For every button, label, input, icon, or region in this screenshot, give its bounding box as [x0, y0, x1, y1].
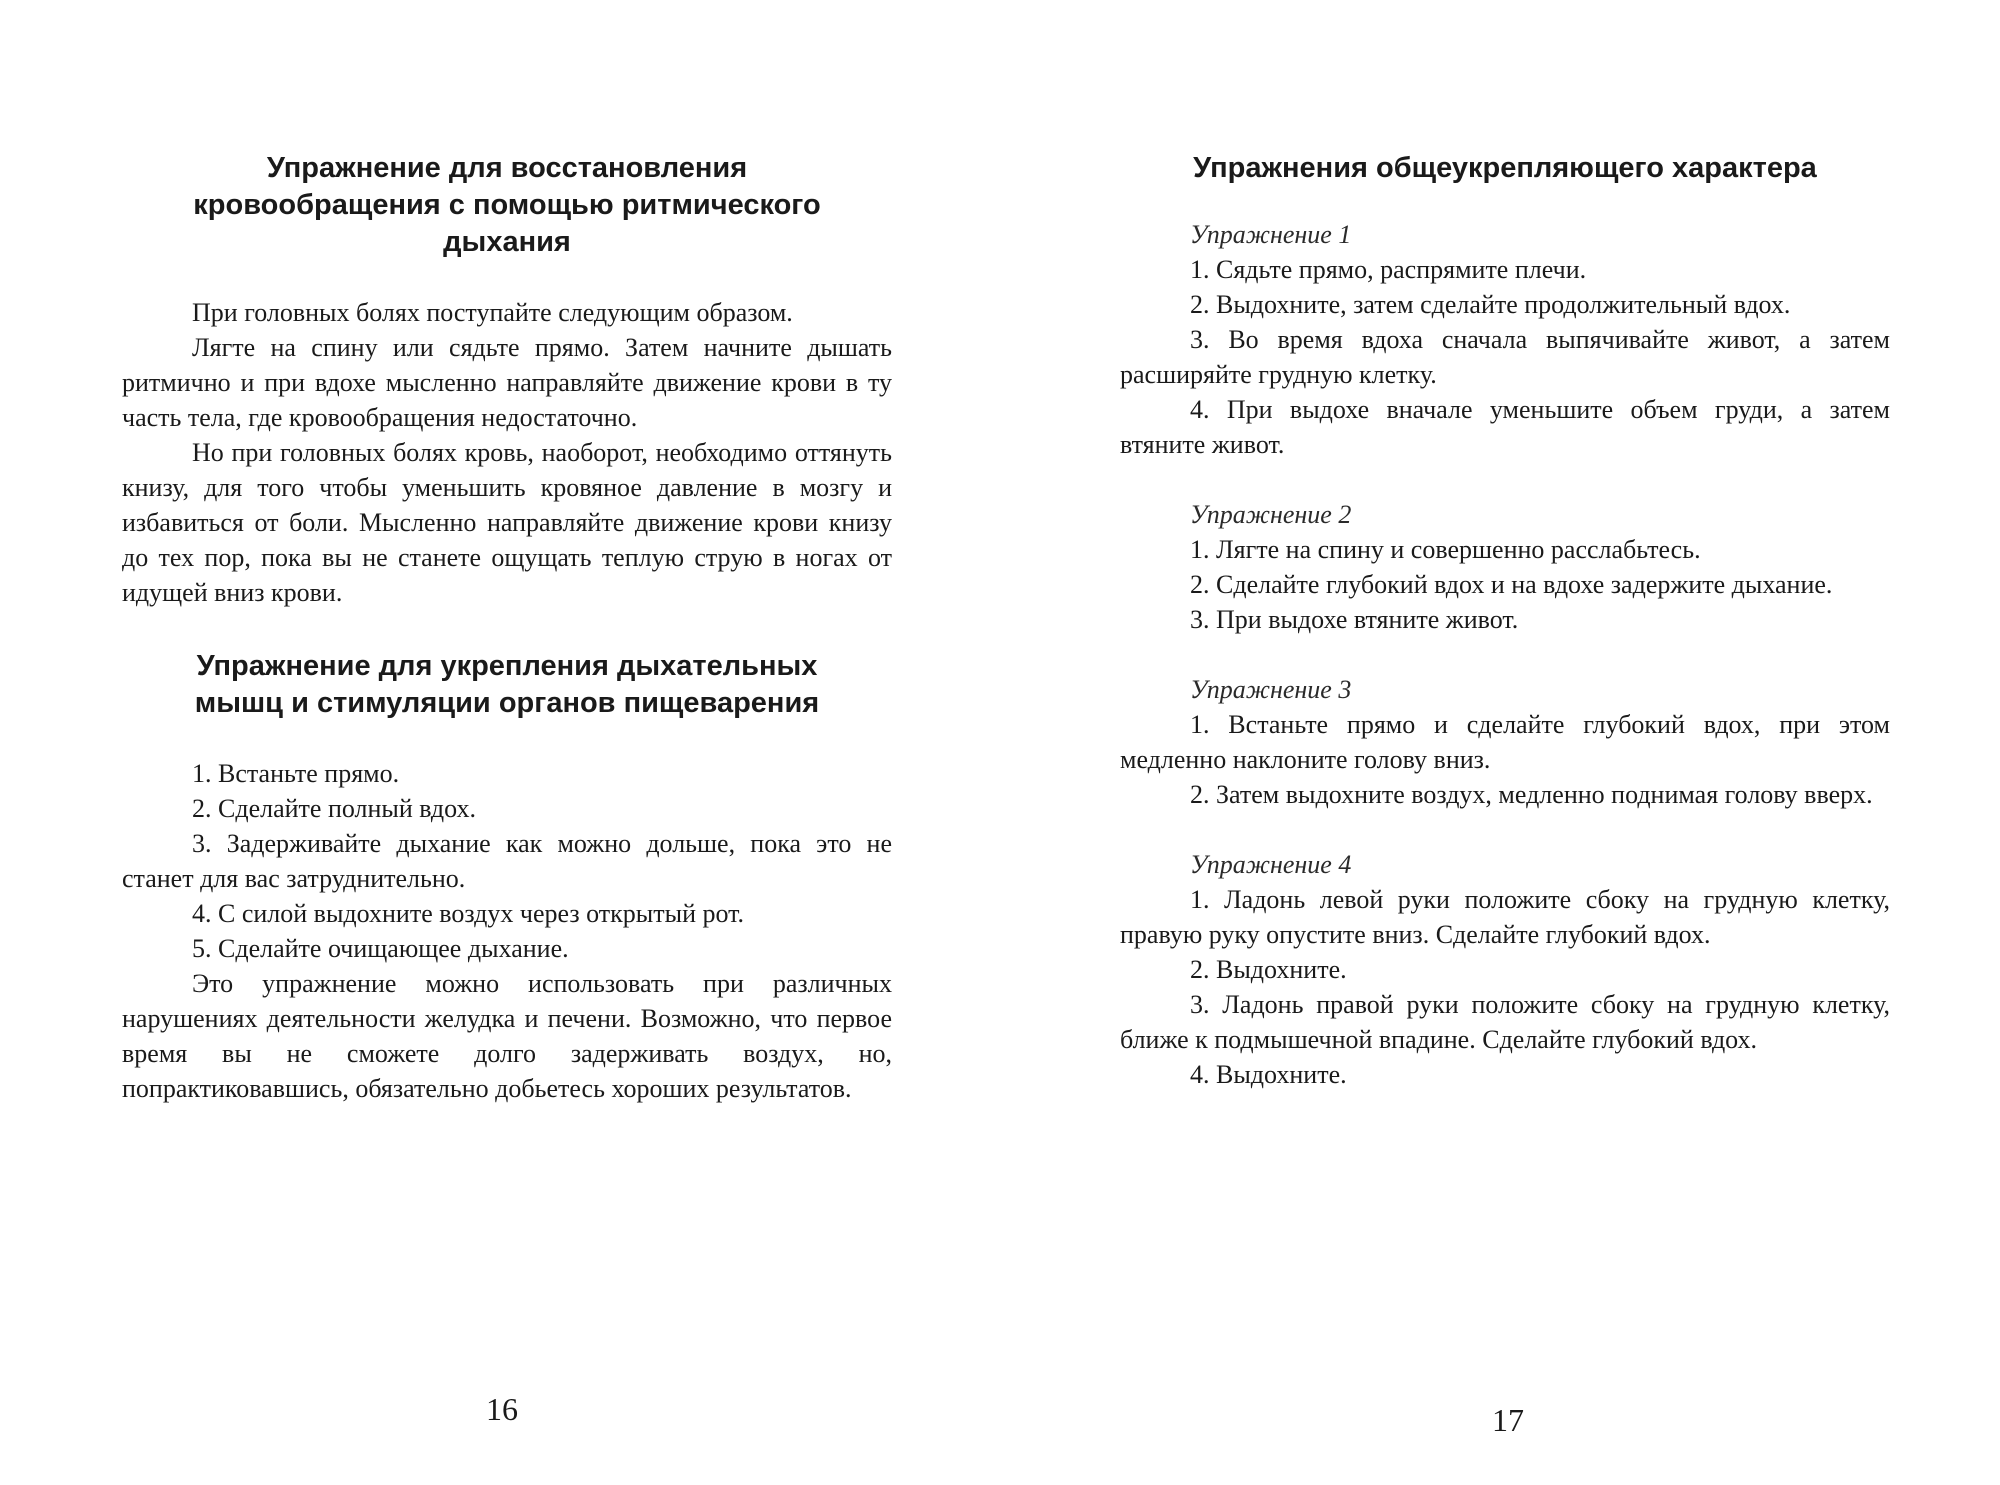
paragraph: При головных болях поступайте следующим образом. — [192, 298, 793, 327]
list-item: 2. Сделайте глубокий вдох и на вдохе задержите дыхание. — [1190, 570, 1833, 599]
exercises-body — [1120, 217, 1890, 1092]
right-page — [1000, 0, 2000, 1485]
list-item: 2. Сделайте полный вдох. — [192, 794, 476, 823]
list-item: 1. Лягте на спину и совершенно расслабьтесь. — [1190, 535, 1701, 564]
list-item: 2. Затем выдохните воздух, медленно поднимая голову вверх. — [1190, 780, 1873, 809]
paragraph: Это упражнение можно использовать при различных нарушениях деятельности желудка и печени. Возможно, что первое время вы не сможете долго задерживать воздух, но, попрактиковавшись, обязательно добьетесь хороших результатов. — [122, 969, 892, 1103]
list-item: 1. Ладонь левой руки положите сбоку на грудную клетку, правую руку опустите вниз. Сделайте глубокий вдох. — [1120, 885, 1890, 949]
list-item: 4. Выдохните. — [1190, 1060, 1347, 1089]
list-item: 4. При выдохе вначале уменьшите объем груди, а затем втяните живот. — [1120, 395, 1890, 459]
exercise-label: Упражнение 4 — [1190, 850, 1352, 879]
list-item: 1. Встаньте прямо и сделайте глубокий вдох, при этом медленно наклоните голову вниз. — [1120, 710, 1890, 774]
exercise-label: Упражнение 1 — [1190, 220, 1352, 249]
circulation-body — [122, 295, 892, 610]
exercise-label: Упражнение 2 — [1190, 500, 1352, 529]
section-title-circulation: Упражнение для восстановления кровообращения с помощью ритмического дыхания — [193, 152, 821, 258]
breathing-muscles-body — [122, 756, 892, 1106]
page-number: 16 — [486, 1391, 518, 1427]
list-item: 3. Во время вдоха сначала выпячивайте живот, а затем расширяйте грудную клетку. — [1120, 325, 1890, 389]
list-item: 4. С силой выдохните воздух через открытый рот. — [192, 899, 745, 928]
list-item: 2. Выдохните. — [1190, 955, 1347, 984]
paragraph: Лягте на спину или сядьте прямо. Затем начните дышать ритмично и при вдохе мысленно направляйте движение крови в ту часть тела, где кровообращения недостаточно. — [122, 333, 892, 432]
list-item: 1. Встаньте прямо. — [192, 759, 400, 788]
list-item: 3. Ладонь правой руки положите сбоку на грудную клетку, ближе к подмышечной впадине. Сделайте глубокий вдох. — [1120, 990, 1890, 1054]
left-column — [122, 150, 892, 1106]
paragraph: Но при головных болях кровь, наоборот, необходимо оттянуть книзу, для того чтобы уменьшить кровяное давление в мозгу и избавиться от боли. Мысленно направляйте движение крови книзу до тех пор, пока вы не станете ощущать теплую струю в ногах от идущей вниз крови. — [122, 438, 892, 607]
right-column — [1120, 150, 1890, 1092]
list-item: 1. Сядьте прямо, распрямите плечи. — [1190, 255, 1587, 284]
list-item: 3. При выдохе втяните живот. — [1190, 605, 1519, 634]
list-item: 3. Задерживайте дыхание как можно дольше, пока это не станет для вас затруднительно. — [122, 829, 892, 893]
section-title-general-strengthening: Упражнения общеукрепляющего характера — [1193, 152, 1817, 184]
list-item: 2. Выдохните, затем сделайте продолжительный вдох. — [1190, 290, 1791, 319]
list-item: 5. Сделайте очищающее дыхание. — [192, 934, 569, 963]
section-title-breathing-muscles: Упражнение для укрепления дыхательных мышц и стимуляции органов пищеварения — [194, 650, 820, 719]
page-number: 17 — [1492, 1402, 1524, 1438]
exercise-label: Упражнение 3 — [1190, 675, 1352, 704]
